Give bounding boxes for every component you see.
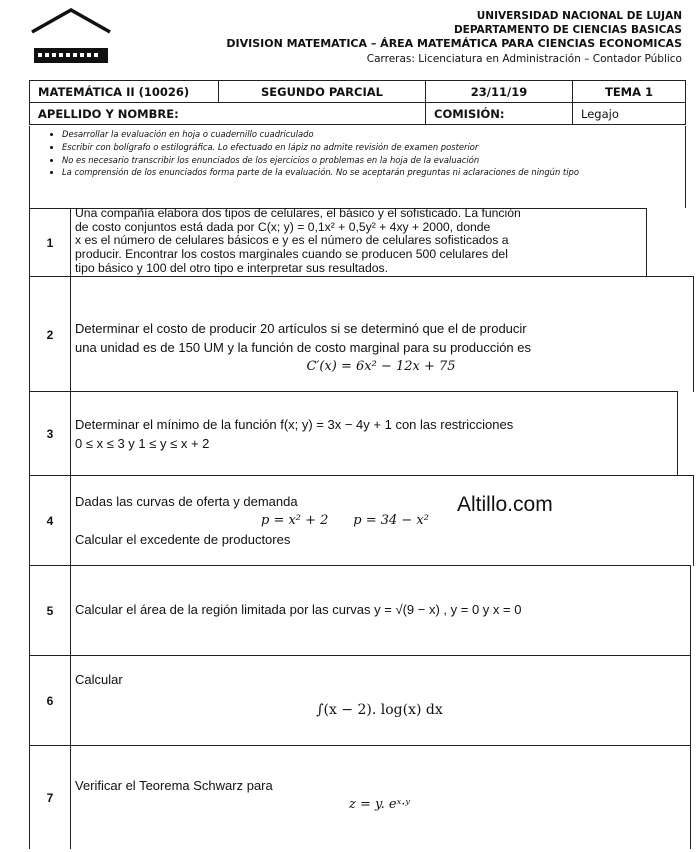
question-5 (29, 565, 691, 656)
question-formula: ∫(x − 2). log(x) dx (316, 702, 443, 718)
watermark-text: Altillo.com (457, 493, 553, 516)
question-text-line: Calcular el área de la región limitada por las curvas y = √(9 − x) , y = 0 y x = 0 (75, 602, 522, 617)
document-header (226, 9, 682, 66)
subject-cell: MATEMÁTICA II (10026) (30, 81, 219, 103)
university-logo (30, 8, 112, 68)
question-text-line: x es el número de celulares básicos e y es el número de celulares sofisticados a (75, 233, 509, 248)
question-number: 2 (30, 277, 71, 392)
question-1 (29, 208, 647, 277)
question-text-line: Dadas las curvas de oferta y demanda (75, 494, 298, 509)
question-formula: z = y. eˣ·ʸ (349, 797, 410, 812)
instructions-box (29, 126, 686, 208)
question-4 (29, 475, 694, 566)
careers-line: Carreras: Licenciatura en Administración – Contador Público (366, 52, 682, 65)
date-cell: 23/11/19 (426, 81, 573, 103)
question-text-line: Calcular el excedente de productores (75, 532, 291, 547)
question-number: 1 (30, 209, 71, 277)
division-name: DIVISION MATEMATICA – ÁREA MATEMÁTICA PARA CIENCIAS ECONOMICAS (226, 37, 682, 51)
instruction-item: • Desarrollar la evaluación en hoja o cuadernillo cuadriculado (62, 128, 685, 141)
name-label-cell: APELLIDO Y NOMBRE: (30, 103, 426, 125)
university-name: UNIVERSIDAD NACIONAL DE LUJAN (476, 10, 682, 22)
question-7 (29, 745, 691, 849)
question-text-line: Verificar el Teorema Schwarz para (75, 778, 273, 793)
instruction-item: • La comprensión de los enunciados forma parte de la evaluación. No se aceptarán preguntas ni aclaraciones de ningún tipo (62, 166, 685, 179)
question-3 (29, 391, 678, 476)
instruction-item: • Escribir con bolígrafo o estilográfica. Lo efectuado en lápiz no admite revisión de examen posterior (62, 141, 685, 154)
commission-label-cell: COMISIÓN: (426, 103, 573, 125)
question-text-line: Determinar el costo de producir 20 artículos si se determinó que el de producir (75, 321, 527, 336)
question-6 (29, 655, 691, 746)
department-name: DEPARTAMENTO DE CIENCIAS BASICAS (453, 24, 682, 37)
question-formula: C′(x) = 6x² − 12x + 75 (306, 359, 456, 374)
question-number: 3 (30, 392, 71, 476)
question-text-line: tipo básico y 100 del otro tipo e interpretar sus resultados. (75, 260, 388, 275)
question-text-line: una unidad es de 150 UM y la función de costo marginal para su producción es (75, 340, 532, 355)
question-text-line: Calcular (75, 672, 123, 687)
question-number: 7 (30, 746, 71, 849)
question-formula: p = x² + 2 p = 34 − x² (261, 513, 429, 528)
instruction-item: • No es necesario transcribir los enunciados de los ejercicios o problemas en la hoja de la evaluación (62, 154, 685, 167)
question-number: 5 (30, 566, 71, 656)
question-text-line: Determinar el mínimo de la función f(x; y) = 3x − 4y + 1 con las restricciones (75, 417, 514, 432)
exam-info-table (29, 80, 686, 125)
question-text-line: producir. Encontrar los costos marginales cuando se producen 500 celulares del (75, 247, 508, 262)
legajo-label-cell: Legajo (573, 103, 686, 125)
question-2 (29, 276, 694, 392)
question-number: 4 (30, 476, 71, 566)
question-text-line: 0 ≤ x ≤ 3 y 1 ≤ y ≤ x + 2 (75, 436, 210, 451)
question-number: 6 (30, 656, 71, 746)
theme-cell: TEMA 1 (573, 81, 686, 103)
question-text-line: Una compañía elabora dos tipos de celulares, el básico y el sofisticado. La función (75, 206, 521, 220)
exam-cell: SEGUNDO PARCIAL (219, 81, 426, 103)
question-text-line: de costo conjuntos está dada por C(x; y) = 0,1x² + 0,5y² + 4xy + 2000, donde (75, 219, 491, 234)
